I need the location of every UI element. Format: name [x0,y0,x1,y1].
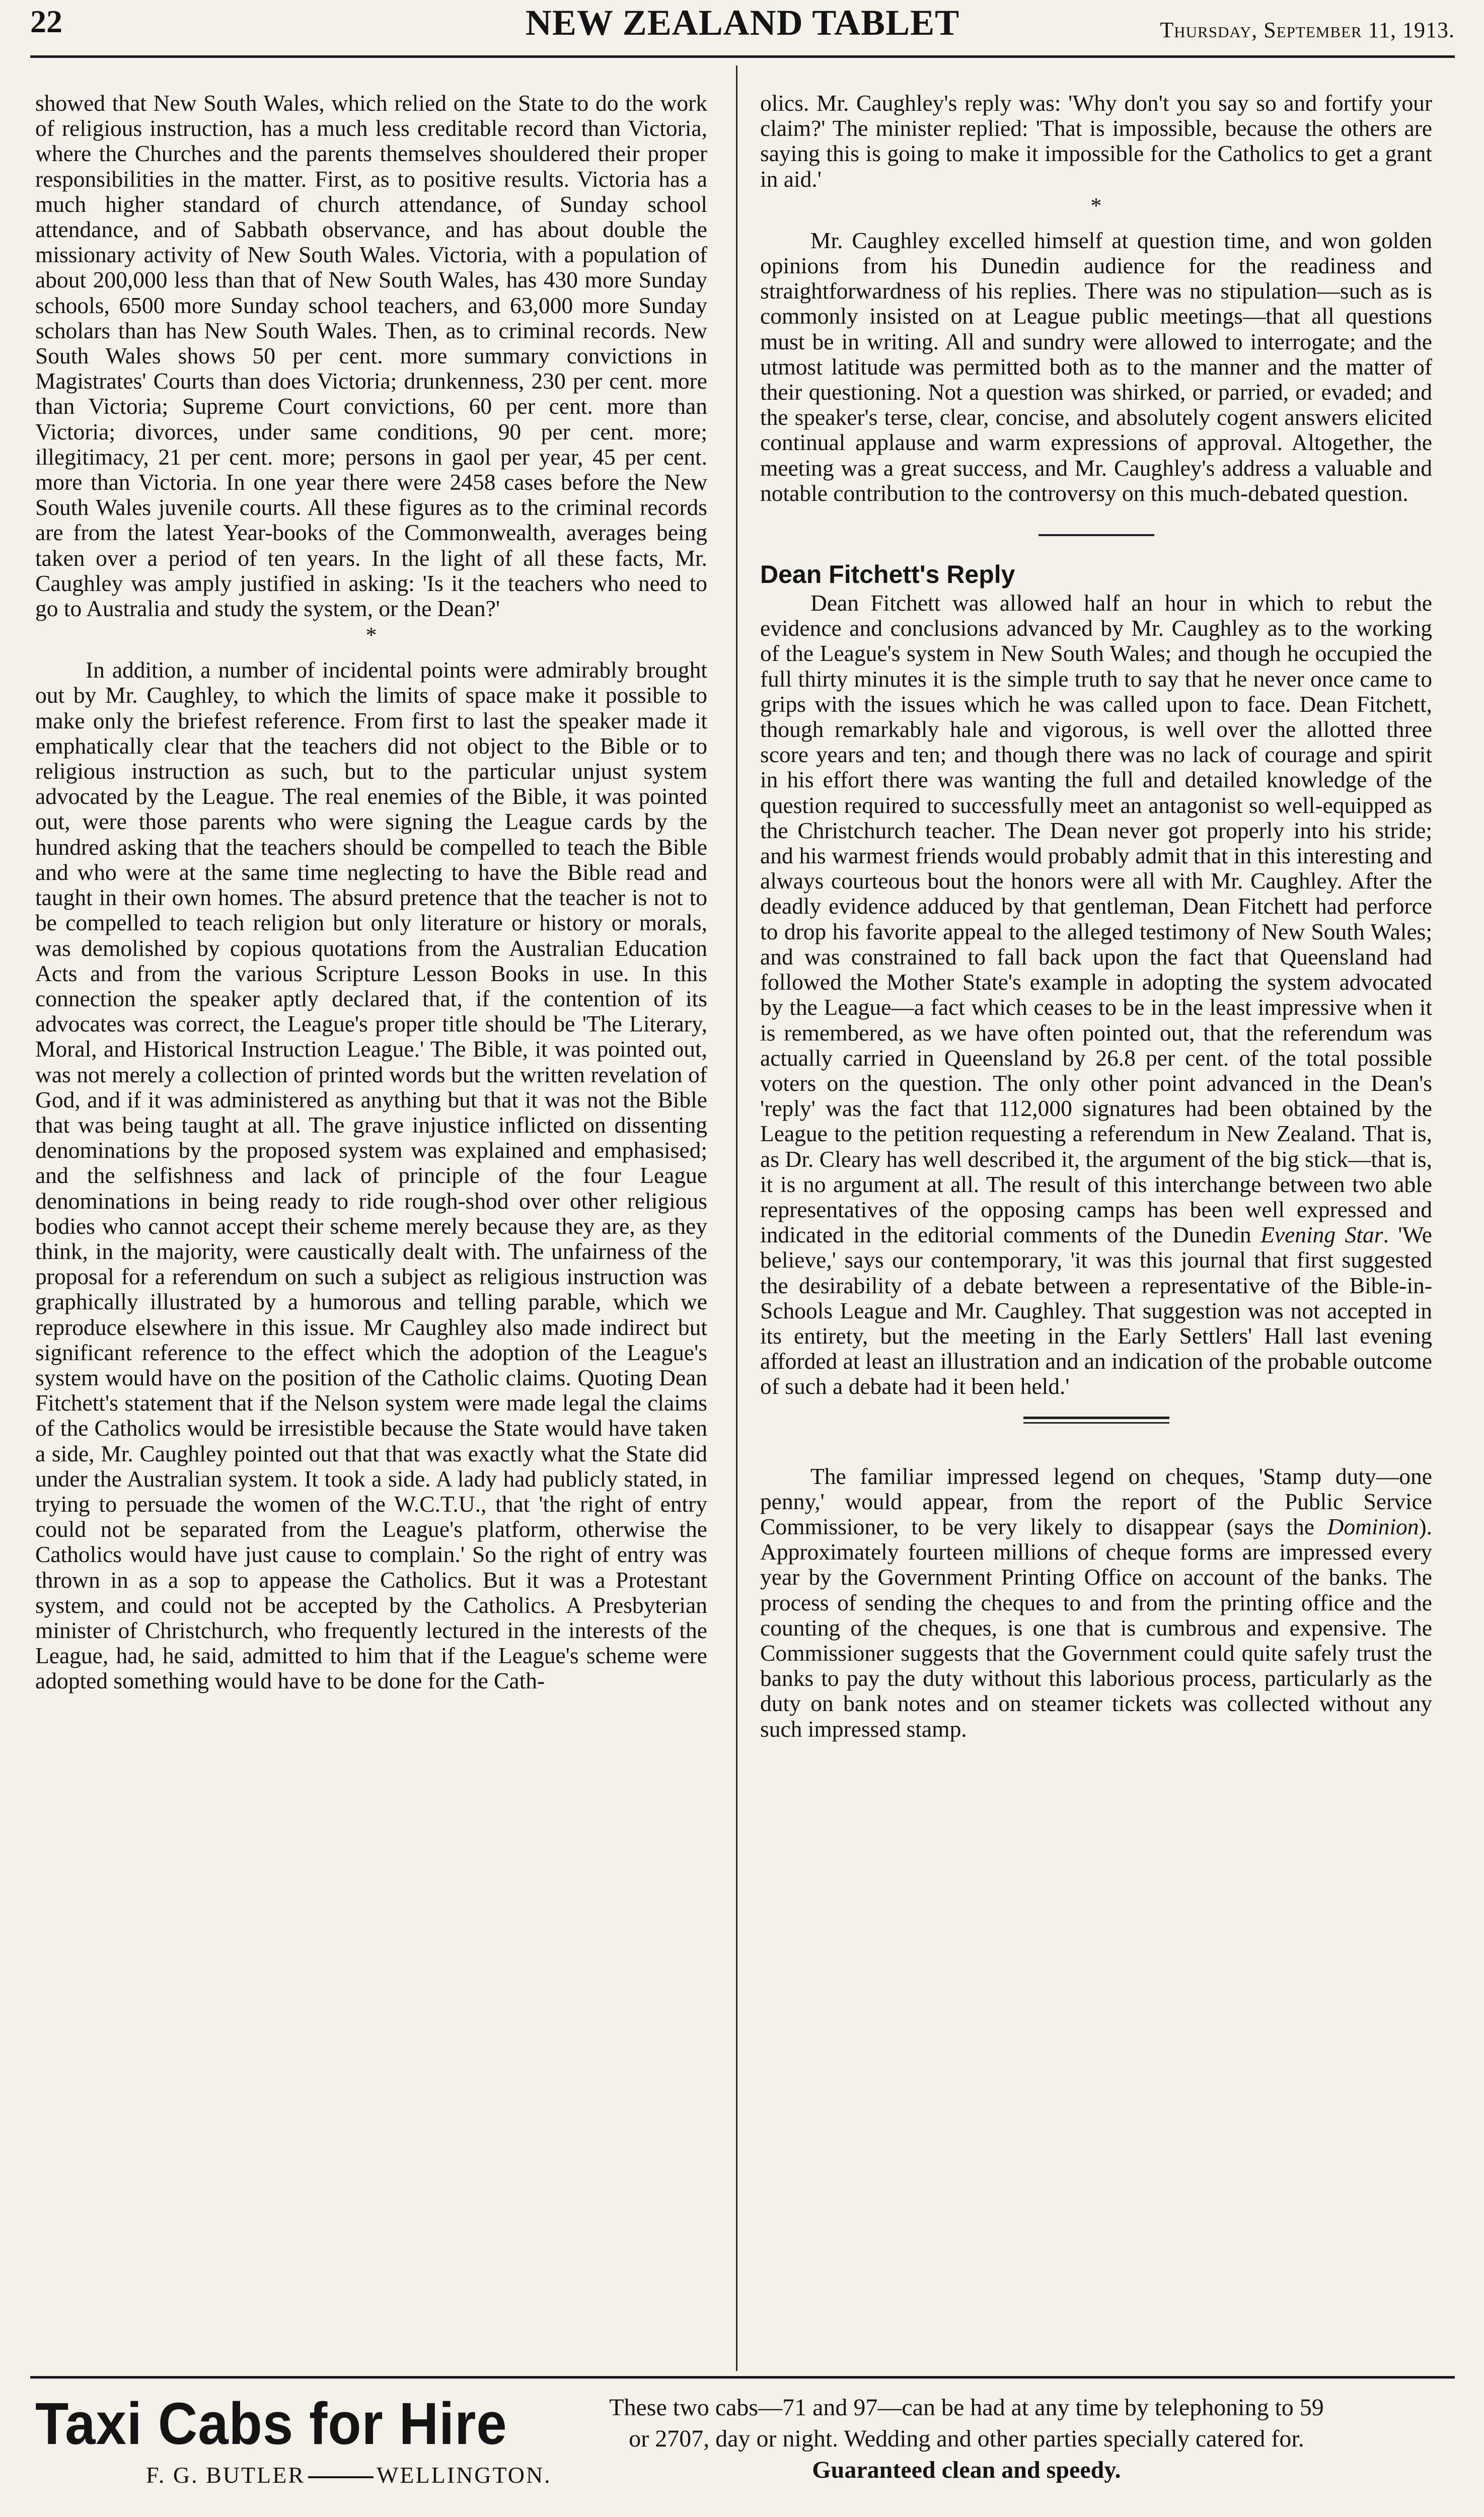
paragraph-text: Dean Fitchett was allowed half an hour in which to rebut the evidence and conclusions advanced by Mr. Caughley as to the working of the League's system in New South Wales; and though he occupied the full thirty minutes it is the simple truth to say that he never once came to grips with the issues which he was called upon to face. Dean Fitchett, though remarkably hale and vigorous, is well over the allotted three score years and ten; and though there was no lack of courage and spirit in his effort there was wanting the full and detailed knowledge of the question required to successfully meet an antagonist so well-equipped as the Christchurch teacher. The Dean never got properly into his stride; and his warmest friends would probably admit that in this interesting and always courteous bout the honors were all with Mr. Caughley. After the deadly evidence adduced by that gentleman, Dean Fitchett had perforce to drop his favorite appeal to the alleged testimony of New South Wales; and was constrained to fall back upon the fact that Queensland had followed the Mother State's example in adopting the system advocated by the League—a fact which ceases to be in the least impressive when it is remembered, as we have often pointed out, that the referendum was actually carried in Queensland by 26.8 per cent. of the total possible voters on the question. The only other point advanced in the Dean's 'reply' was the fact that 112,000 signatures had been obtained by the League to the petition requesting a referendum in New Zealand. That is, as Dr. Cleary has well described it, the argument of the big stick—that is, it is no argument at all. The result of this interchange between two able representatives of the opposing camps has been well expressed and indicated in the editorial comments of the Dunedin [760,590,1432,1248]
advertiser-location: WELLINGTON. [377,2462,552,2488]
article-paragraph: Mr. Caughley excelled himself at question time, and won golden opinions from his Dunedin audience for the readiness and straightforwardness of his replies. There was no stipulation—such as is commonly insisted on at League public meetings—that all questions must be in writing. All and sundry were allowed to interrogate; and the utmost latitude was permitted both as to the manner and the matter of their questioning. Not a question was shirked, or parried, or evaded; and the speaker's terse, clear, concise, and absolutely cogent answers elicited continual applause and warm expressions of approval. Altogether, the meeting was a great success, and Mr. Caughley's address a valuable and notable contribution to the controversy on this much-debated question. [760,227,1432,506]
column-divider [736,65,737,2371]
section-rule [1038,534,1154,536]
paragraph-text: . 'We believe,' says our contemporary, 'it was this journal that first suggested the desirability of a debate between a representative of the Bible-in-Schools League and Mr. Caughley. That suggestion was not accepted in its entirety, but the meeting in the Early Settlers' Hall last evening afforded at least an illustration and an indication of the probable outcome of such a debate had it been held.' [760,1222,1432,1399]
ad-footer [146,2462,552,2488]
advertiser-name: F. G. BUTLER [146,2462,305,2488]
section-double-rule [1023,1417,1169,1424]
ad-dash [308,2476,374,2478]
newspaper-name: Dominion [1327,1513,1419,1539]
ad-body [486,2392,1447,2486]
ad-line: Guaranteed clean and speedy. [812,2457,1121,2483]
ad-line: These two cabs—71 and 97—can be had at any time by telephoning to 59 [609,2394,1324,2421]
newspaper-name: Evening Star [1260,1222,1383,1248]
article-paragraph: olics. Mr. Caughley's reply was: 'Why don't you say so and fortify your claim?' The minister replied: 'That is impossible, because the others are saying this is going to make it impossible for the Catholics to get a grant in aid.' [760,90,1432,192]
paragraph-text: The familiar impressed legend on cheques, 'Stamp duty—one penny,' would appear, from the report of the Public Service Commissioner, to be very likely to disappear (says the [760,1463,1432,1539]
page-number: 22 [30,4,62,39]
issue-date: Thursday, September 11, 1913. [1160,18,1455,42]
article-paragraph [760,1464,1432,1742]
article-paragraph: showed that New South Wales, which relied on the State to do the work of religious instruction, has a much less creditable record than Victoria, where the Churches and the parents themselves shouldered their proper responsibilities in the matter. First, as to positive results. Victoria has a much higher standard of church attendance, of Sunday school attendance, and of Sabbath observance, and has about double the missionary activity of New South Wales. Victoria, with a population of about 200,000 less than that of New South Wales, has 430 more Sunday schools, 6500 more Sunday school teachers, and 63,000 more Sunday scholars than has New South Wales. Then, as to criminal records. New South Wales shows 50 per cent. more summary convictions in Magistrates' Courts than does Victoria; drunkenness, 230 per cent. more than Victoria; Supreme Court convictions, 60 per cent. more than Victoria; divorces, under same conditions, 90 per cent. more; illegitimacy, 21 per cent. more; persons in gaol per year, 45 per cent. more than Victoria. In one year there were 2458 cases before the New South Wales juvenile courts. All these figures as to the criminal records are from the latest Year-books of the Commonwealth, averages being taken over a period of ten years. In the light of all these facts, Mr. Caughley was amply justified in asking: 'Is it the teachers who need to go to Australia and study the system, or the Dean?' [35,90,707,622]
article-paragraph [760,590,1432,1399]
ad-line: or 2707, day or night. Wedding and other parties specially catered for. [629,2425,1304,2452]
masthead [30,0,1455,58]
publication-title: NEW ZEALAND TABLET [525,3,960,43]
ad-headline: Taxi Cabs for Hire [35,2391,507,2457]
right-column [760,91,1432,1742]
section-separator: * [1090,193,1102,218]
left-column [35,91,707,1694]
advertisement-rule [30,2376,1455,2379]
section-separator: * [365,623,377,648]
article-paragraph: In addition, a number of incidental points were admirably brought out by Mr. Caughley, to which the limits of space make it possible to make only the briefest reference. From first to last the speaker made it emphatically clear that the teachers did not object to the Bible or to religious instruction as such, but to the particular unjust system advocated by the League. The real enemies of the Bible, it was pointed out, were those parents who were signing the League cards by the hundred asking that the teachers should be compelled to teach the Bible and who were at the same time neglecting to have the Bible read and taught in their own homes. The absurd pretence that the teacher is not to be compelled to teach religion but only literature or history or morals, was demolished by copious quotations from the Australian Education Acts and from the various Scripture Lesson Books in use. In this connection the speaker aptly declared that, if the contention of its advocates was correct, the League's proper title should be 'The Literary, Moral, and Historical Instruction League.' The Bible, it was pointed out, was not merely a collection of printed words but the written revelation of God, and if it was administered as anything but that it was not the Bible that was being taught at all. The grave injustice inflicted on dissenting denominations by the proposed system was explained and emphasised; and the selfishness and lack of principle of the four League denominations in being ready to ride rough-shod over other religious bodies who cannot accept their scheme merely because they are, as they think, in the majority, were caustically dealt with. The unfairness of the proposal for a referendum on such a subject as religious instruction was graphically illustrated by a humorous and telling parable, which we reproduce elsewhere in this issue. Mr Caughley also made indirect but significant reference to the effect which the adoption of the League's system would have on the position of the Catholic claims. Quoting Dean Fitchett's statement that if the Nelson system were made legal the claims of the Catholics would be irresistible because the State would have taken a side, Mr. Caughley pointed out that that was exactly what the State did under the Australian system. It took a side. A lady had publicly stated, in trying to persuade the women of the W.C.T.U., that 'the right of entry could not be separated from the League's platform, otherwise the Catholics would have just cause to complain.' So the right of entry was thrown in as a sop to appease the Catholics. But it was a Protestant system, and could not be accepted by the Catholics. A Presbyterian minister of Christchurch, who frequently lectured in the interests of the League, had, he said, admitted to him that if the League's scheme were adopted something would have to be done for the Cath- [35,657,707,1694]
advertisement [30,2381,1455,2517]
paragraph-text: ). Approximately fourteen millions of cheque forms are impressed every year by the Government Printing Office on account of the banks. The process of sending the cheques to and from the printing office and the counting of the cheques, is one that is cumbrous and expensive. The Commissioner suggests that the Government could quite safely trust the banks to pay the duty without this laborious process, particularly as the duty on bank notes and on steamer tickets was collected without any such impressed stamp. [760,1513,1433,1742]
section-heading: Dean Fitchett's Reply [760,560,1015,589]
